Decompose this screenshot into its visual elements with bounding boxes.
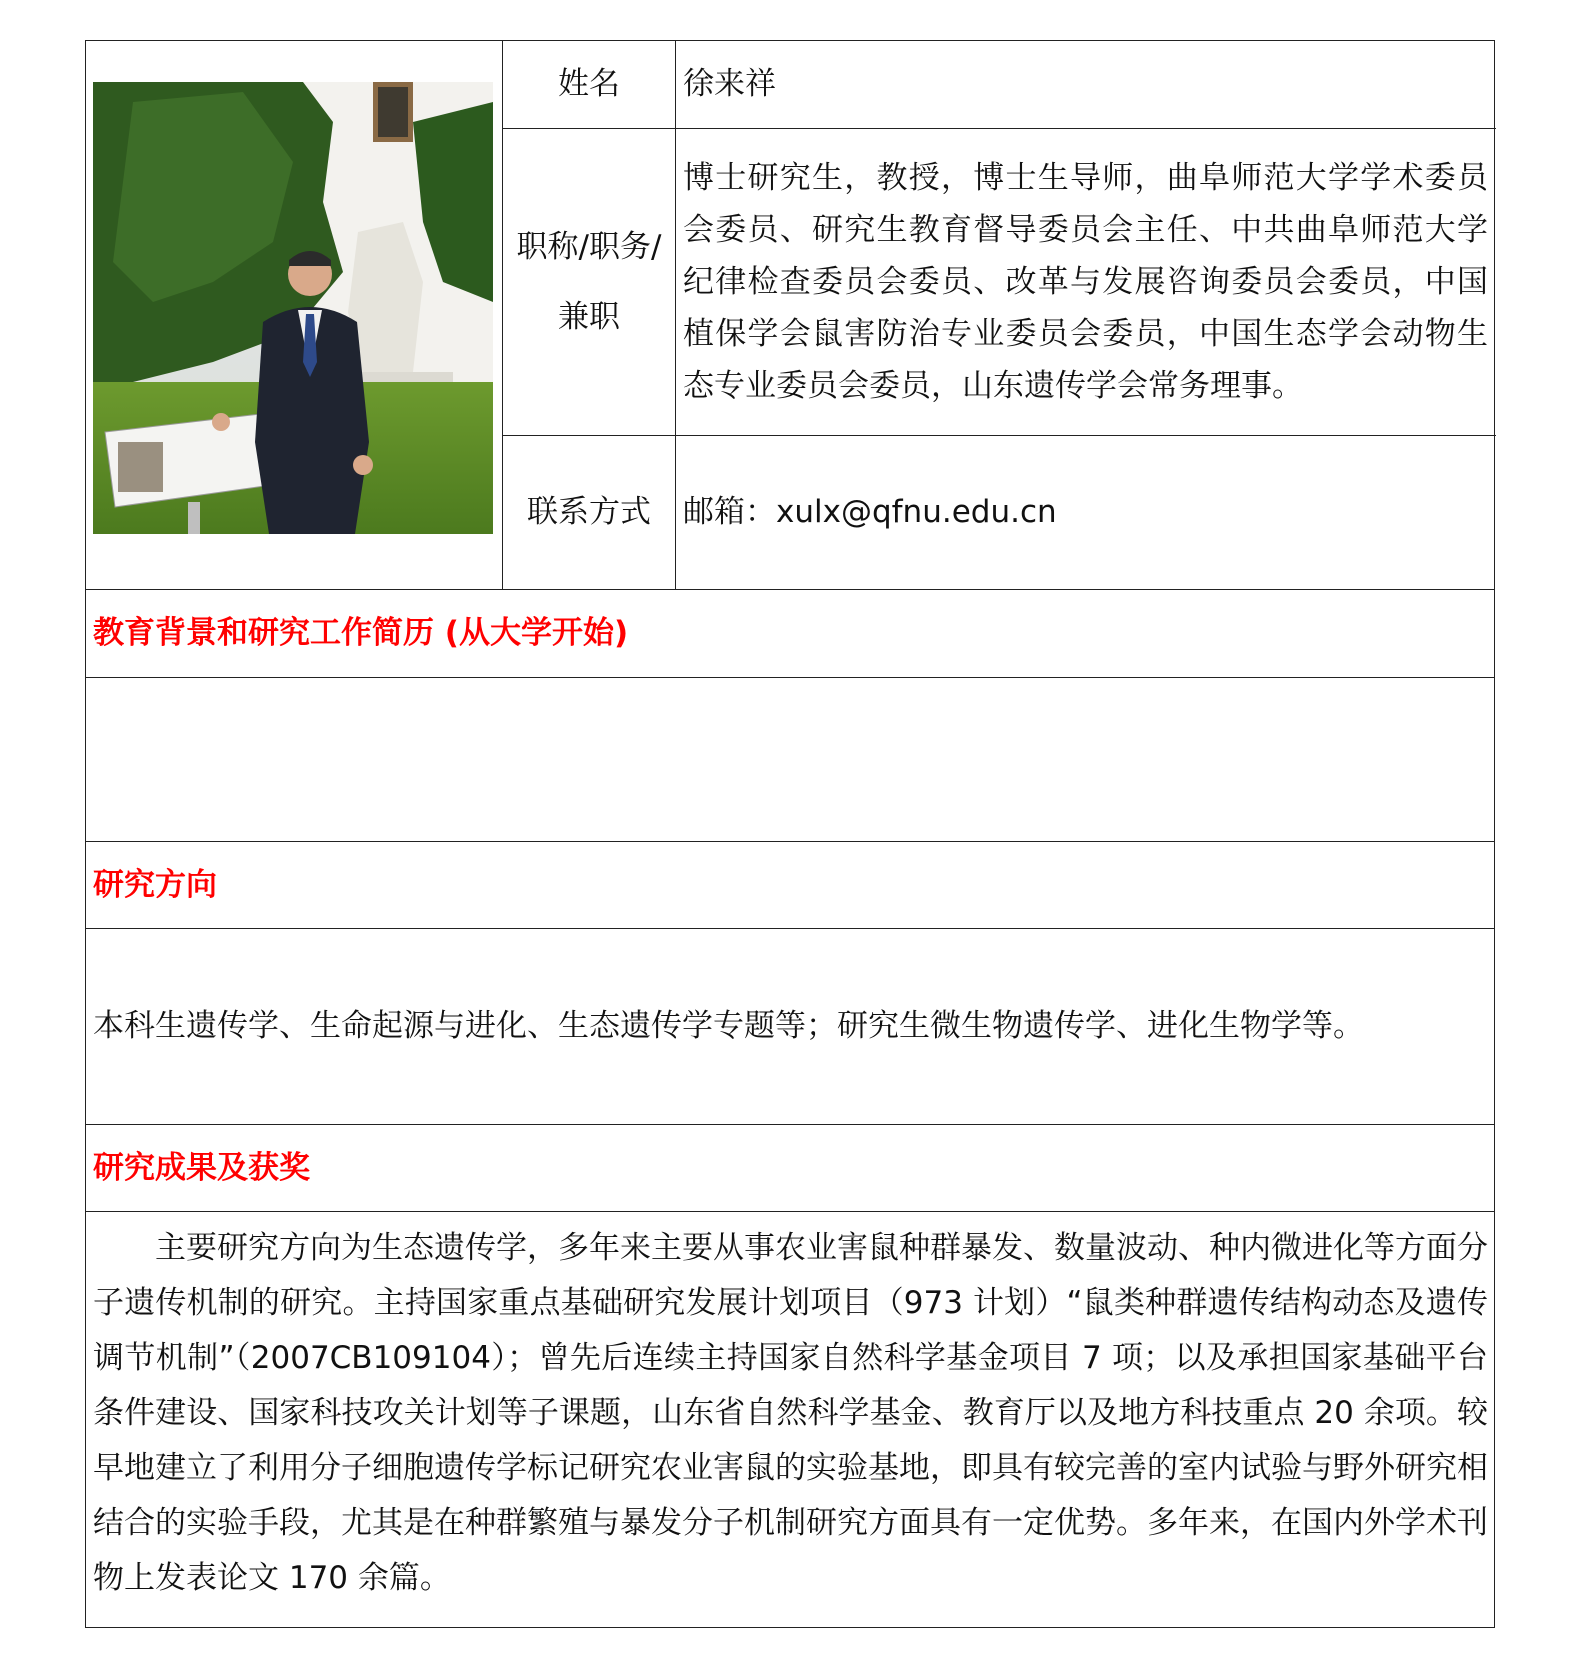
title-label-cell (503, 129, 675, 435)
portrait-image (93, 82, 493, 534)
title-value: 博士研究生，教授，博士生导师，曲阜师范大学学术委员会委员、研究生教育督导委员会主任、中共曲阜师范大学纪律检查委员会委员、改革与发展咨询委员会委员，中国植保学会鼠害防治专业委员会委员，中国生态学会动物生态专业委员会委员，山东遗传学会常务理事。 (683, 160, 1488, 404)
contact-label: 联系方式 (527, 494, 651, 530)
research-section-title: 研究方向 (93, 867, 217, 903)
profile-photo (93, 82, 493, 534)
research-section-body: 本科生遗传学、生命起源与进化、生态遗传学专题等；研究生微生物遗传学、进化生物学等。 (93, 1008, 1364, 1044)
contact-email: 邮箱：xulx@qfnu.edu.cn (683, 494, 1057, 530)
name-value: 徐来祥 (683, 66, 776, 102)
name-label: 姓名 (558, 66, 620, 102)
education-section-title: 教育背景和研究工作简历 (从大学开始) (93, 615, 629, 651)
profile-table (85, 40, 1495, 1628)
title-label: 职称/职务/兼职 (516, 229, 662, 335)
education-section-body (86, 678, 1496, 841)
achievements-section-title: 研究成果及获奖 (93, 1150, 310, 1186)
title-value-cell (676, 129, 1496, 435)
row-divider (86, 1211, 1494, 1212)
achievements-section-body: 主要研究方向为生态遗传学，多年来主要从事农业害鼠种群暴发、数量波动、种内微进化等方面分子遗传机制的研究。主持国家重点基础研究发展计划项目（973 计划）“鼠类种群遗传结构动态及遗传调节机制”（2007CB109104）；曾先后连续主持国家自然科学基金项目 7 项；以及承担国家基础平台条件建设、国家科技攻关计划等子课题，山东省自然科学基金、教育厅以及地方科技重点 20 余项。较早地建立了利用分子细胞遗传学标记研究农业害鼠的实验基地，即具有较完善的室内试验与野外研究相结合的实验手段，尤其是在种群繁殖与暴发分子机制研究方面具有一定优势。多年来，在国内外学术刊物上发表论文 170 余篇。 (93, 1230, 1488, 1596)
